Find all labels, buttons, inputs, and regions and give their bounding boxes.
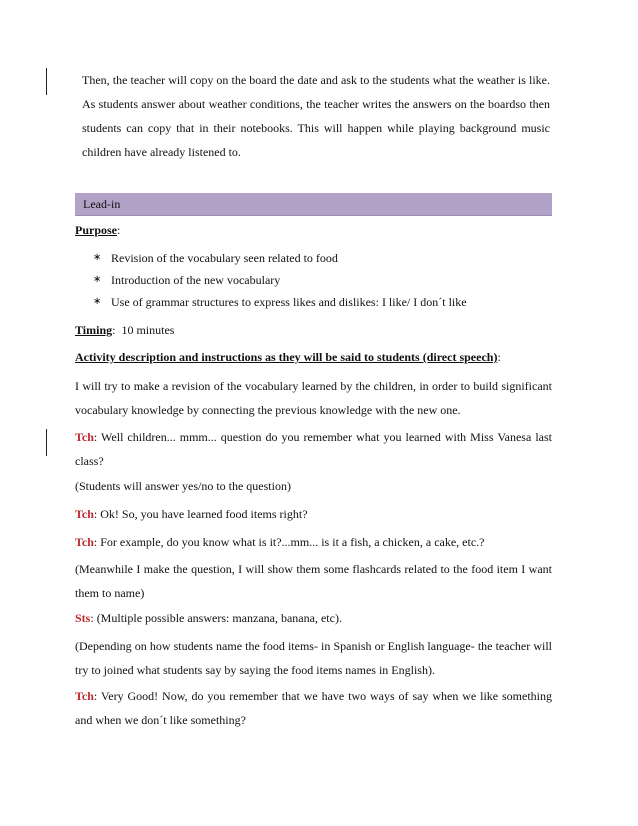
- dialogue-line: [75, 634, 552, 682]
- section-title: Lead-in: [83, 197, 121, 211]
- activity-intro: I will try to make a revision of the vocabulary learned by the children, in order to build significant vocabulary knowledge by connecting the previous knowledge with the new one.: [75, 379, 552, 417]
- dialogue-line: [75, 474, 552, 498]
- purpose-item: [93, 247, 467, 269]
- dialogue-line: Tch: Ok! So, you have learned food items right?: [75, 507, 308, 521]
- dialogue-text: (Students will answer yes/no to the question): [75, 479, 291, 493]
- timing-line: Timing: 10 minutes: [75, 323, 175, 337]
- purpose-item-text: Introduction of the new vocabulary: [111, 273, 281, 287]
- activity-heading: Activity description and instructions as they will be said to students (direct speech): [75, 350, 498, 364]
- purpose-item-text: Use of grammar structures to express likes and dislikes: I like/ I don´t like: [111, 295, 467, 309]
- purpose-line: Purpose:: [75, 223, 121, 237]
- dialogue-text: Ok! So, you have learned food items right?: [100, 507, 308, 521]
- speaker-label: Tch: [75, 535, 94, 549]
- activity-heading-line: Activity description and instructions as they will be said to students (direct speech):: [75, 350, 501, 364]
- purpose-item: [93, 269, 467, 291]
- dialogue-line: [75, 557, 552, 605]
- dialogue-line: Sts: (Multiple possible answers: manzana, banana, etc).: [75, 611, 342, 625]
- speaker-label: Tch: [75, 507, 94, 521]
- timing-value: 10 minutes: [121, 323, 175, 337]
- revision-change-bar: [46, 429, 47, 456]
- star-bullet-icon: ∗: [93, 252, 102, 263]
- section-band: [75, 193, 552, 216]
- speaker-label: Sts: [75, 611, 91, 625]
- dialogue-text: For example, do you know what is it?...mm... is it a fish, a chicken, a cake, etc.?: [100, 535, 485, 549]
- speaker-label: Tch: [75, 430, 94, 444]
- star-bullet-icon: ∗: [93, 296, 102, 307]
- dialogue-line: Tch: Well children... mmm... question do you remember what you learned with Miss Vanesa last class?: [75, 430, 552, 468]
- intro-paragraph: Then, the teacher will copy on the board the date and ask to the students what the weather is like. As students answer about weather conditions, the teacher writes the answers on the boardso then students can copy that in their notebooks. This will happen while playing background music children have already listened to.: [82, 73, 550, 159]
- dialogue-text: Very Good! Now, do you remember that we have two ways of say when we like something and when we don´t like something?: [75, 689, 552, 727]
- dialogue-text: (Depending on how students name the food items- in Spanish or English language- the teacher will try to joined what students say by saying the food items names in English).: [75, 639, 552, 677]
- speaker-label: Tch: [75, 689, 94, 703]
- revision-change-bar: [46, 68, 47, 95]
- star-bullet-icon: ∗: [93, 274, 102, 285]
- dialogue-line: Tch: For example, do you know what is it?...mm... is it a fish, a chicken, a cake, etc.?: [75, 535, 485, 549]
- dialogue-text: (Meanwhile I make the question, I will show them some flashcards related to the food item I want them to name): [75, 562, 552, 600]
- timing-label: Timing: [75, 323, 113, 337]
- dialogue-line: Tch: Very Good! Now, do you remember that we have two ways of say when we like something and when we don´t like something?: [75, 689, 552, 727]
- dialogue-text: (Multiple possible answers: manzana, banana, etc).: [96, 611, 342, 625]
- purpose-label: Purpose: [75, 223, 117, 237]
- purpose-item-text: Revision of the vocabulary seen related to food: [111, 251, 338, 265]
- dialogue-text: Well children... mmm... question do you remember what you learned with Miss Vanesa last class?: [75, 430, 552, 468]
- purpose-item: [93, 291, 467, 313]
- purpose-list: [93, 247, 467, 313]
